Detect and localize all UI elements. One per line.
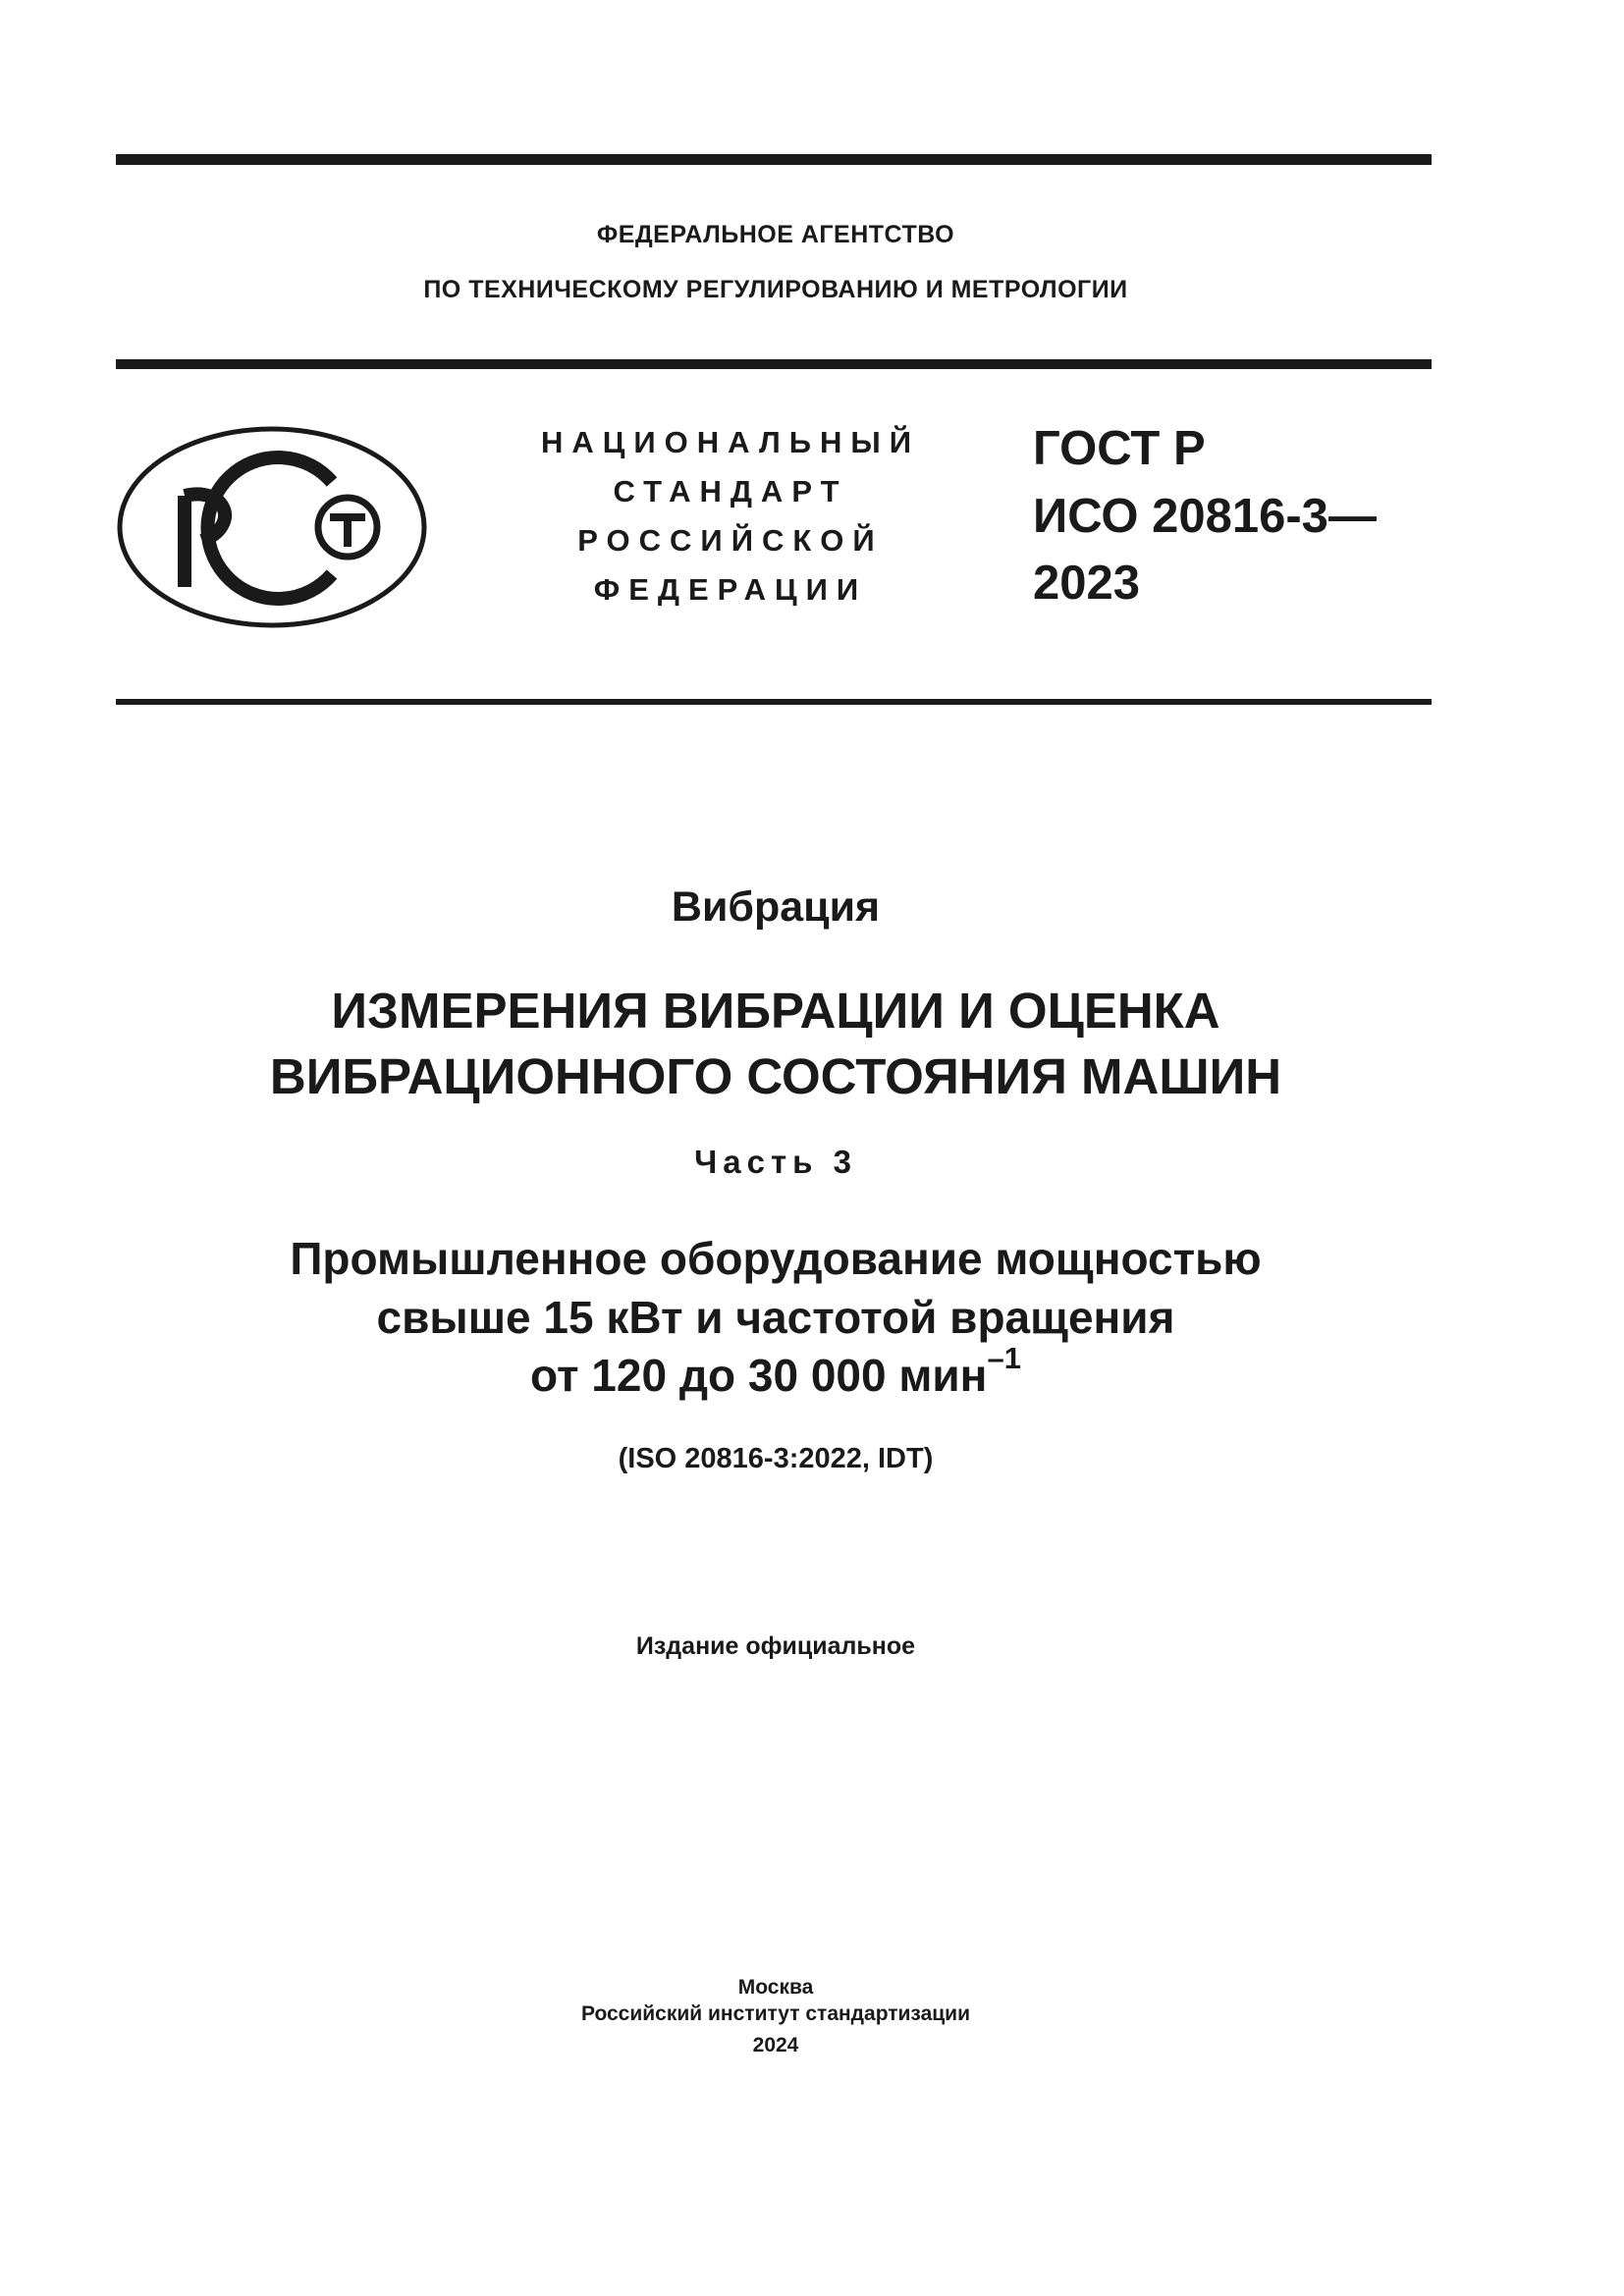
document-subject: Вибрация	[671, 883, 881, 931]
standard-designation-line-2: ИСО 20816-3—	[1033, 490, 1377, 543]
imprint-city: Москва	[737, 1976, 814, 1999]
imprint-year: 2024	[752, 2034, 799, 2056]
standard-type-line-2: СТАНДАРТ	[613, 474, 848, 508]
agency-name-line-1: ФЕДЕРАЛЬНОЕ АГЕНТСТВО	[596, 221, 955, 248]
document-title-line-1: ИЗМЕРЕНИЯ ВИБРАЦИИ И ОЦЕНКА	[331, 983, 1220, 1039]
agency-name-line-2: ПО ТЕХНИЧЕСКОМУ РЕГУЛИРОВАНИЮ И МЕТРОЛОГИИ	[423, 276, 1128, 303]
document-part: Часть 3	[694, 1144, 857, 1180]
edition-note: Издание официальное	[635, 1632, 916, 1660]
standard-type-line-1: НАЦИОНАЛЬНЫЙ	[540, 425, 921, 459]
imprint-publisher: Российский институт стандартизации	[580, 2002, 971, 2025]
standard-designation-line-3: 2023	[1033, 557, 1141, 610]
top-rule	[116, 154, 1432, 165]
document-title-line-2: ВИБРАЦИОННОГО СОСТОЯНИЯ МАШИН	[269, 1048, 1282, 1104]
standard-designation-line-1: ГОСТ Р	[1033, 422, 1206, 475]
document-subtitle-line-2: свыше 15 кВт и частотой вращения	[376, 1292, 1175, 1343]
subtitle-line-3-text: от 120 до 30 000 мин	[530, 1350, 988, 1401]
document-subtitle-line-3	[0, 1341, 1551, 1402]
subtitle-exponent: –1	[987, 1341, 1021, 1375]
rst-certification-mark-icon	[116, 425, 428, 629]
standard-type-line-3: РОССИЙСКОЙ	[577, 523, 884, 558]
iso-reference: (ISO 20816-3:2022, IDT)	[618, 1443, 934, 1474]
document-subtitle-line-1: Промышленное оборудование мощностью	[290, 1233, 1262, 1284]
designation-divider	[116, 699, 1432, 705]
standard-type-line-4: ФЕДЕРАЦИИ	[593, 572, 868, 607]
header-divider	[116, 359, 1432, 369]
